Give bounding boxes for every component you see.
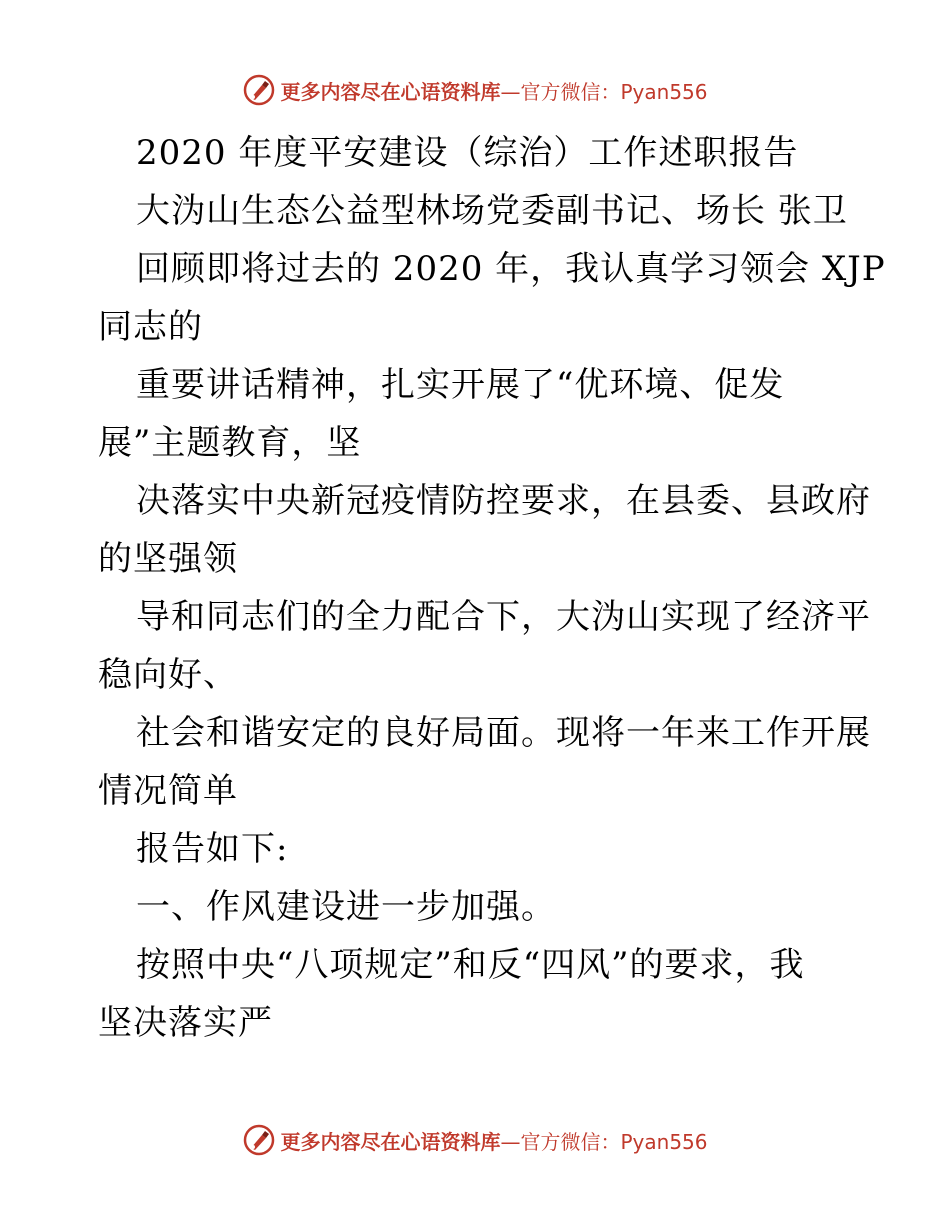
paragraph-line: 按照中央“八项规定”和反“四风”的要求，我 (136, 945, 805, 985)
watermark-text (280, 76, 707, 105)
footer-watermark-banner (0, 1120, 950, 1160)
section-heading: 一、作风建设进一步加强。 (136, 887, 556, 927)
watermark-wechat-label: 官方微信： (520, 1129, 621, 1154)
paragraph-line: 情况简单 (98, 771, 238, 811)
document-author: 大沩山生态公益型林场党委副书记、场长 张卫 (136, 191, 848, 231)
paragraph-line: 同志的 (98, 307, 203, 347)
paragraph-line: 决落实中央新冠疫情防控要求，在县委、县政府 (136, 481, 871, 521)
watermark-account: Pyan556 (620, 79, 708, 104)
document-body (98, 124, 886, 1052)
paragraph-line: 坚决落实严 (98, 1003, 273, 1043)
pen-circle-logo-icon (242, 73, 276, 107)
paragraph-line: 报告如下: (136, 829, 289, 869)
watermark-wechat-label: 官方微信： (520, 79, 621, 104)
paragraph-line: 展”主题教育，坚 (98, 423, 362, 463)
watermark-separator: — (500, 1129, 521, 1154)
paragraph-line: 导和同志们的全力配合下，大沩山实现了经济平 (136, 597, 871, 637)
paragraph-line: 的坚强领 (98, 539, 238, 579)
watermark-account: Pyan556 (620, 1129, 708, 1154)
paragraph-line: 回顾即将过去的 2020 年，我认真学习领会 XJP (136, 249, 886, 289)
paragraph-line: 稳向好、 (98, 655, 238, 695)
paragraph-line: 社会和谐安定的良好局面。现将一年来工作开展 (136, 713, 871, 753)
pen-circle-logo-icon (242, 1123, 276, 1157)
header-watermark-banner (0, 70, 950, 110)
paragraph-line: 重要讲话精神，扎实开展了“优环境、促发 (136, 365, 785, 405)
watermark-separator: — (500, 79, 521, 104)
watermark-brand: 更多内容尽在心语资料库 (280, 1129, 501, 1154)
watermark-brand: 更多内容尽在心语资料库 (280, 79, 501, 104)
watermark-text (280, 1126, 707, 1155)
document-title: 2020 年度平安建设（综治）工作述职报告 (136, 133, 799, 173)
